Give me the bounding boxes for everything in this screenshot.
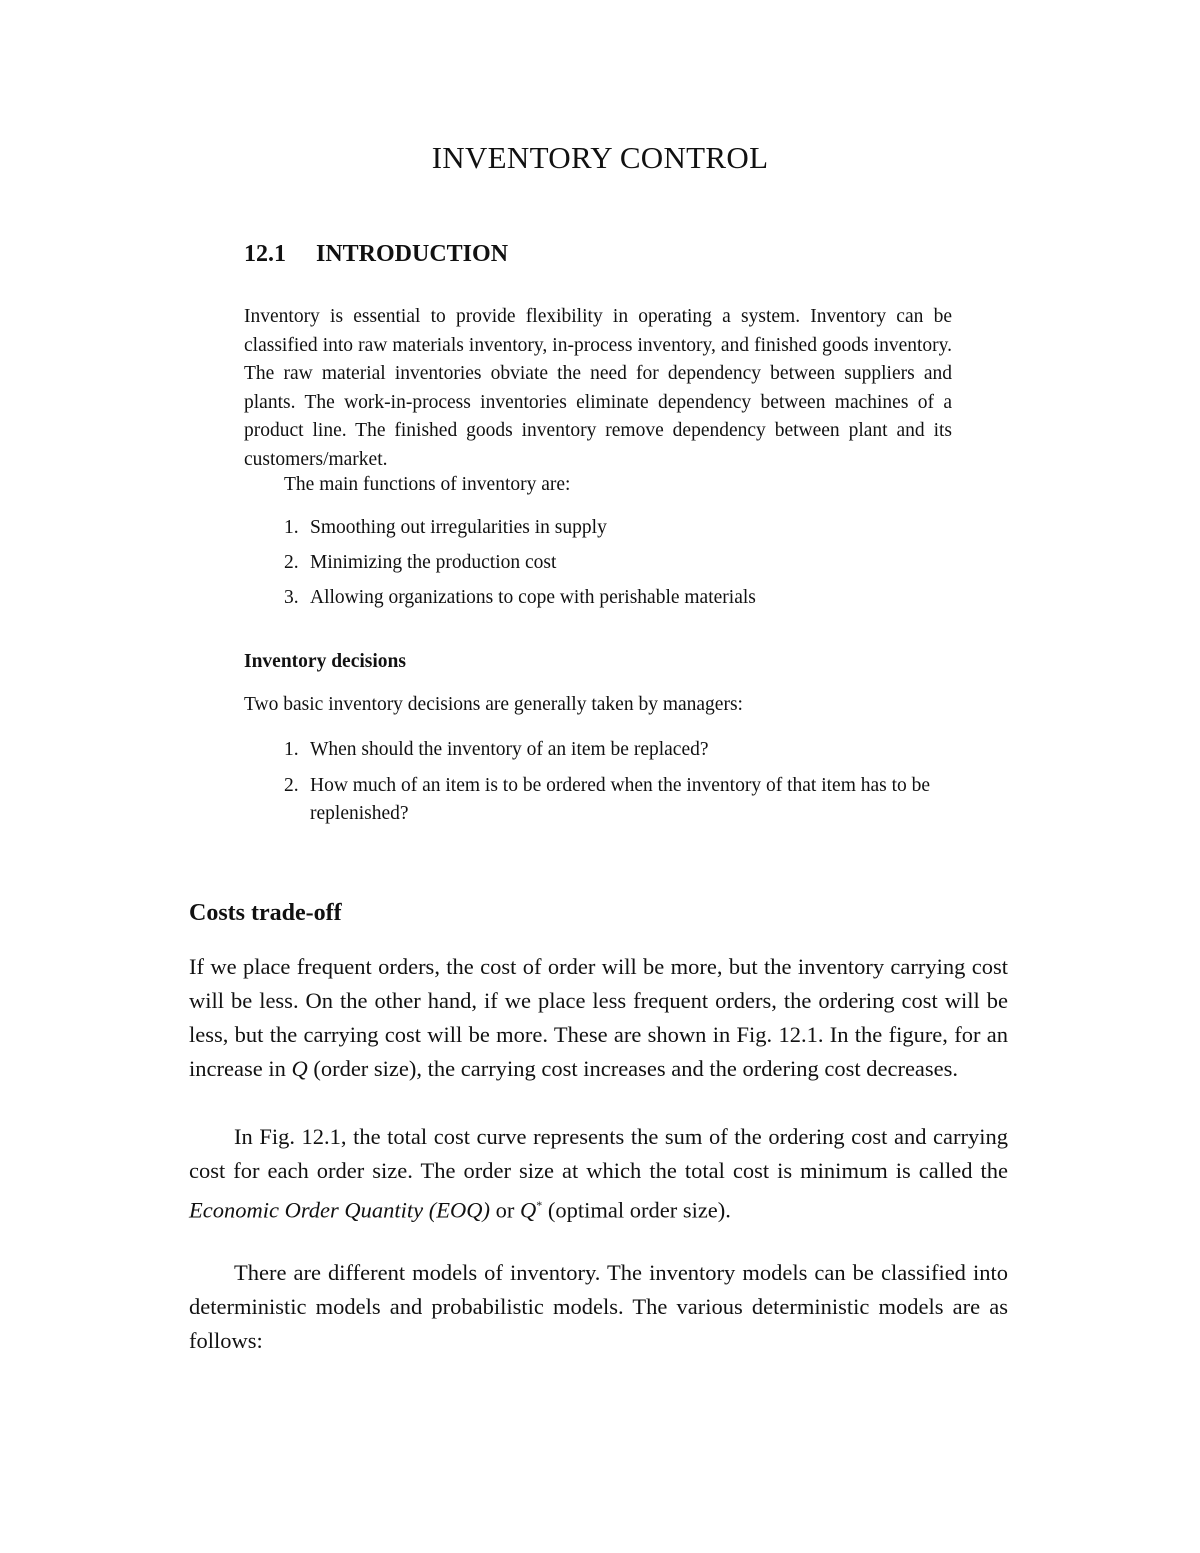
- decisions-heading: Inventory decisions: [244, 651, 406, 672]
- list-item-text: When should the inventory of an item be replaced?: [310, 739, 709, 760]
- paragraph-text: (order size), the carrying cost increases and the ordering cost decreases.: [307, 1056, 959, 1081]
- list-marker: 1.: [284, 517, 299, 538]
- decisions-lead: Two basic inventory decisions are generally taken by managers:: [244, 694, 743, 715]
- section-title: INTRODUCTION: [316, 241, 509, 267]
- paragraph-text: If we place frequent orders, the cost of order will be more, but the inventory carrying cost will be less. On the other hand, if we place less frequent orders, the ordering cost will be less, but the carrying cost will be more. These are shown in Fig. 12.1. In the figure, for an increase in: [189, 954, 1008, 1081]
- list-item: [284, 736, 952, 764]
- functions-list: [284, 517, 952, 609]
- paragraph-text: In Fig. 12.1, the total cost curve represents the sum of the ordering cost and carrying cost for each order size. The order size at which the total cost is minimum is called the: [189, 1124, 1008, 1183]
- optimal-star: *: [536, 1198, 543, 1212]
- section-heading: [244, 241, 508, 268]
- list-item: [284, 772, 952, 828]
- list-item-text: Minimizing the production cost: [310, 552, 557, 573]
- costs-paragraph-1: [189, 950, 1008, 1086]
- list-marker: 2.: [284, 552, 299, 573]
- list-marker: 2.: [284, 775, 299, 796]
- eoq-term: Economic Order Quantity (EOQ): [189, 1197, 490, 1223]
- variable-q: Q: [291, 1056, 308, 1081]
- paragraph-text: or: [489, 1197, 520, 1223]
- costs-paragraph-2: [189, 1120, 1008, 1228]
- list-item-text: How much of an item is to be ordered when the inventory of that item has to be replenished?: [310, 775, 931, 824]
- section-number: 12.1: [244, 241, 286, 267]
- list-marker: 1.: [284, 739, 299, 760]
- decisions-list: [284, 736, 952, 828]
- costs-paragraph-3: There are different models of inventory. The inventory models can be classified into deterministic models and probabilistic models. The various deterministic models are as follows:: [189, 1260, 1008, 1353]
- intro-paragraph: Inventory is essential to provide flexibility in operating a system. Inventory can be classified into raw materials inventory, in-process inventory, and finished goods inventory. The raw material inventories obviate the need for dependency between suppliers and plants. The work-in-process inventories eliminate dependency between machines of a product line. The finished goods inventory remove dependency between plant and its customers/market.: [244, 306, 952, 470]
- costs-heading: Costs trade-off: [189, 900, 342, 926]
- list-marker: 3.: [284, 587, 299, 608]
- variable-q: Q: [519, 1197, 537, 1223]
- paragraph-text: (optimal order size).: [542, 1197, 731, 1223]
- list-item-text: Smoothing out irregularities in supply: [310, 517, 607, 538]
- list-item: [284, 517, 952, 539]
- page-title: INVENTORY CONTROL: [431, 140, 769, 175]
- list-item-text: Allowing organizations to cope with perishable materials: [310, 587, 756, 608]
- list-item: [284, 552, 952, 574]
- list-item: [284, 587, 952, 609]
- functions-lead: The main functions of inventory are:: [284, 474, 571, 495]
